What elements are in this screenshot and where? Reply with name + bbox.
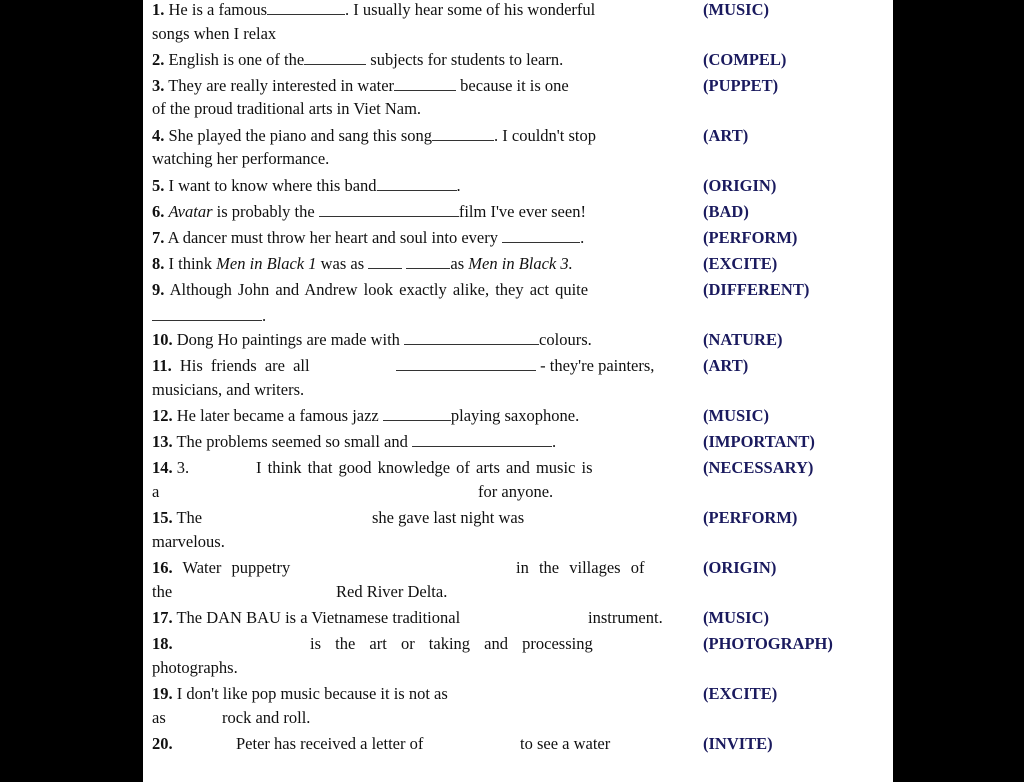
answer-blank[interactable] [502,228,580,243]
exercise-item-9: 9. Although John and Andrew look exactly alike, they act quite [152,280,589,299]
answer-blank[interactable] [432,126,494,141]
word-hint: (BAD) [703,202,749,221]
word-hint: (PUPPET) [703,76,779,95]
answer-blank[interactable] [383,406,451,421]
answer-blank[interactable] [267,0,345,15]
exercise-item-15: 15. The [152,508,203,527]
exercise-item-4: 4. She played the piano and sang this song . I couldn't stop [152,126,596,145]
exercise-item-3: 3. They are really interested in water because it is one [152,76,569,95]
exercise-item-12: 12. He later became a famous jazz playing saxophone. [152,406,580,425]
answer-blank[interactable] [377,176,457,191]
word-hint: (DIFFERENT) [703,280,810,299]
answer-blank[interactable] [404,330,539,345]
word-hint: (EXCITE) [703,684,778,703]
answer-blank[interactable] [396,356,536,371]
word-hint: (PERFORM) [703,228,798,247]
exercise-item-2: 2. English is one of the subjects for students to learn. [152,50,564,69]
exercise-item-14: 14. 3. [152,458,190,477]
word-hint: (COMPEL) [703,50,787,69]
exercise-item-17: 17. The DAN BAU is a Vietnamese traditional [152,608,461,627]
word-hint: (INVITE) [703,734,773,753]
word-hint: (ORIGIN) [703,176,777,195]
word-hint: (ART) [703,356,749,375]
word-hint: (MUSIC) [703,406,769,425]
exercise-item-1: 1. He is a famous . I usually hear some of his wonderful [152,0,596,19]
word-hint: (MUSIC) [703,0,769,19]
word-hint: (ART) [703,126,749,145]
answer-blank[interactable] [406,254,450,269]
word-hint: (ORIGIN) [703,558,777,577]
answer-blank[interactable] [304,50,366,65]
word-hint: (NECESSARY) [703,458,814,477]
word-hint: (EXCITE) [703,254,778,273]
exercise-item-16: 16. Water puppetry [152,558,291,577]
word-hint: (IMPORTANT) [703,432,815,451]
exercise-item-5: 5. I want to know where this band . [152,176,461,195]
exercise-item-10: 10. Dong Ho paintings are made with colours. [152,330,592,349]
exercise-item-6: 6. Avatar is probably the film I've ever seen! [152,202,586,221]
exercise-item-19: 19. I don't like pop music because it is not as [152,684,448,703]
answer-blank[interactable] [412,432,552,447]
exercise-item-8: 8. I think Men in Black 1 was as as Men in Black 3. [152,254,573,273]
answer-blank[interactable] [394,76,456,91]
word-hint: (NATURE) [703,330,783,349]
exercise-item-11: 11. His friends are all [152,356,310,375]
exercise-item-13: 13. The problems seemed so small and . [152,432,557,451]
answer-blank[interactable] [368,254,402,269]
word-hint: (MUSIC) [703,608,769,627]
word-hint: (PERFORM) [703,508,798,527]
answer-blank[interactable] [319,202,459,217]
answer-blank[interactable] [152,306,262,321]
exercise-item-18: 18. [152,634,173,653]
word-hint: (PHOTOGRAPH) [703,634,833,653]
exercise-item-20: 20. [152,734,173,753]
exercise-item-7: 7. A dancer must throw her heart and soul into every . [152,228,585,247]
